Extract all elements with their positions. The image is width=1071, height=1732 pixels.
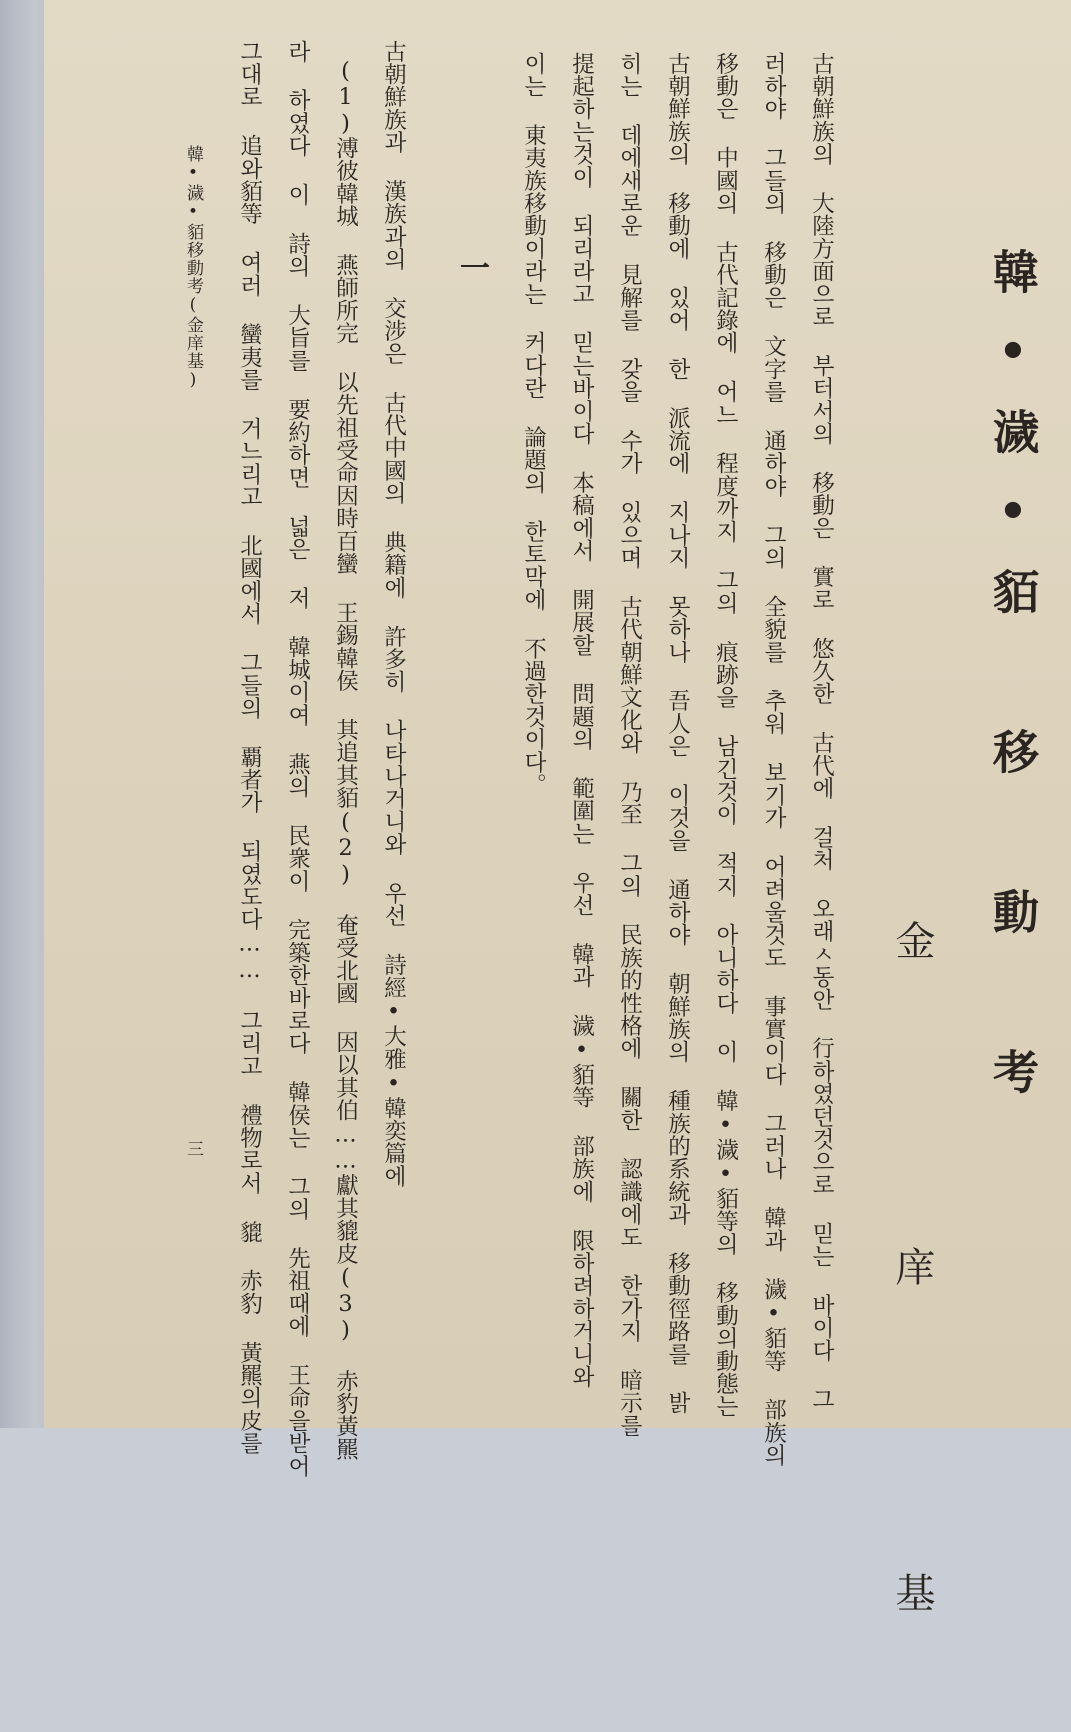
article-title: 韓•濊•貊 移 動 考 xyxy=(986,248,1040,1124)
poem-quote-line: (1)溥彼韓城 燕師所完 以先祖受命因時百蠻 王錫韓侯 其追其貊(2) 奄受北國 因以其伯……獻其貔皮(3) 赤豹黃羆 xyxy=(332,58,359,1461)
paragraph-line: 이는 東夷族移動이라는 커다란 論題의 한토막에 不過한것이다。 xyxy=(520,52,547,796)
page-number: 三 xyxy=(183,1140,203,1157)
paragraph-line: 提起하는것이 되리라고 믿는바이다 本稿에서 開展할 問題의 範圍는 우선 韓과 濊•貊等 部族에 限하려하거니와 xyxy=(568,52,595,1388)
paragraph-line: 러하야 그들의 移動은 文字를 通하야 그의 全貌를 추워 보기가 어려울것도 事實이다 그러나 韓과 濊•貊等 部族의 xyxy=(760,52,787,1467)
paragraph-line: 라 하였다 이 詩의 大旨를 要約하면 넓은 저 韓城이여 燕의 民衆이 完築한바로다 韓侯는 그의 先祖때에 王命을받어 xyxy=(284,40,311,1478)
paragraph-line: 히는 데에새로운 見解를 갖을 수가 있으며 古代朝鮮文化와 乃至 그의 民族的性格에 關한 認識에도 한가지 暗示를 xyxy=(616,52,643,1437)
paragraph-line: 古朝鮮族과 漢族과의 交涉은 古代中國의 典籍에 許多히 나타나거니와 우선 詩經•大雅•韓奕篇에 xyxy=(380,40,407,1188)
running-title: 韓•濊•貊移動考(金庠基) xyxy=(183,145,203,391)
paragraph-line: 古朝鮮族의 大陸方面으로 부터서의 移動은 實로 悠久한 古代에 걸처 오래ㅅ동안 行하였던것으로 믿는 바이다 그 xyxy=(808,52,835,1411)
book-page xyxy=(44,0,1071,1732)
author-name: 金 庠 基 xyxy=(889,920,935,1732)
paragraph-line: 그대로 追와貊等 여러 蠻夷를 거느리고 北國에서 그들의 覇者가 되였도다…… 그리고 禮物로서 貔 赤豹 黃羆의皮를 xyxy=(236,40,263,1455)
paragraph-line: 移動은 中國의 古代記錄에 어느 程度까지 그의 痕跡을 남긴것이 적지 아니하다 이 韓•濊•貊等의 移動의動態는 xyxy=(712,52,739,1418)
paragraph-line: 古朝鮮族의 移動에 있어 한 派流에 지나지 못하나 吾人은 이것을 通하야 朝鮮族의 種族的系統과 移動徑路를 밝 xyxy=(664,52,691,1415)
section-heading: 一 xyxy=(454,252,489,282)
